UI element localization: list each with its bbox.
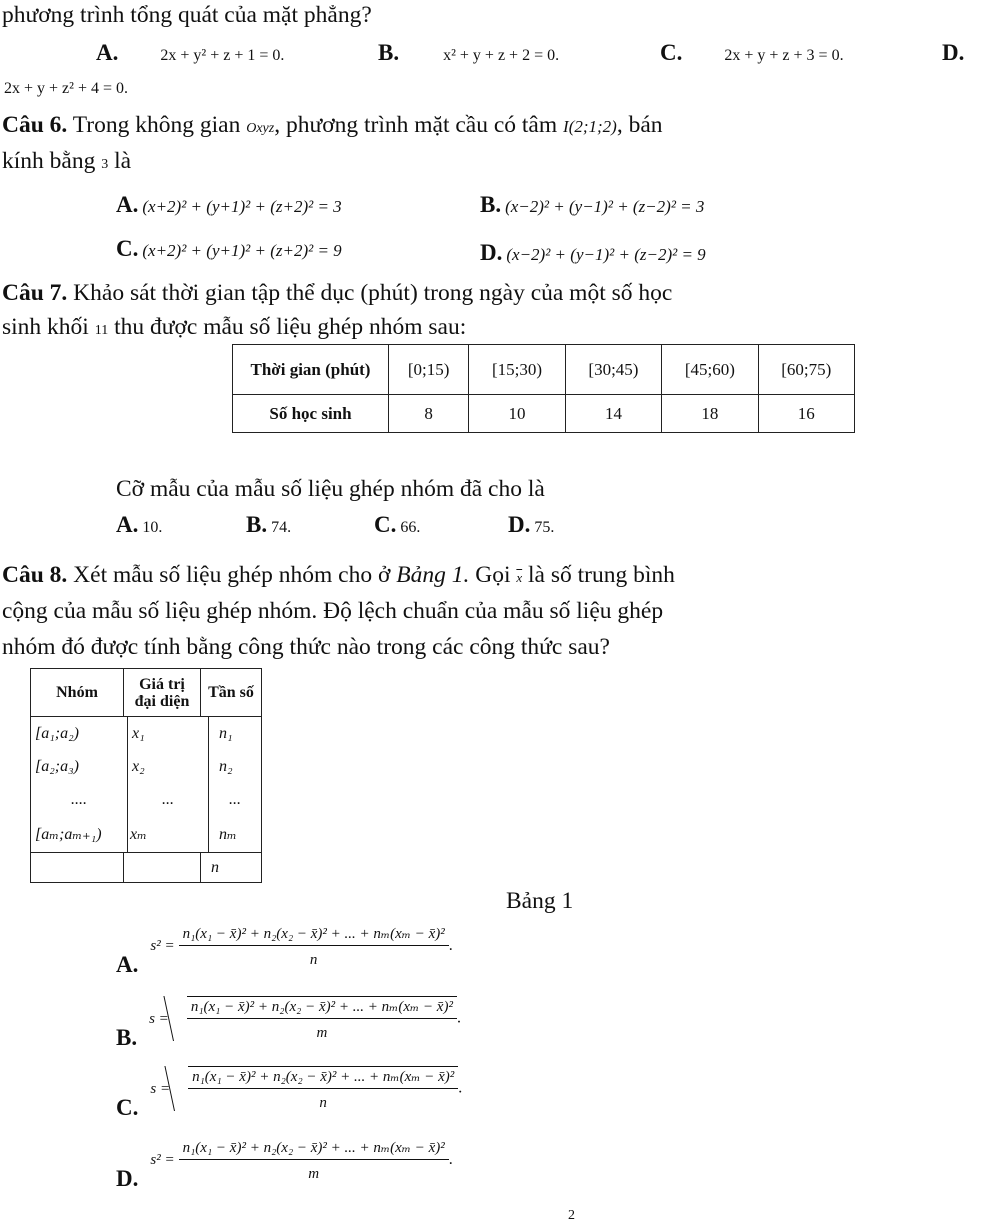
table-cell: n [201,853,262,883]
formula-numerator: n₁(x₁ − x̄)² + n₂(x₂ − x̄)² + ... + nₘ(xₘ − x̄)² [179,1138,449,1160]
table-cell: [a₂;a₃) [31,750,128,783]
table-cell: [aₘ;aₘ₊₁) [31,816,128,852]
q7-count: 14 [565,395,661,433]
q8-line3: nhóm đó được tính bằng công thức nào trong các công thức sau? [2,634,610,660]
q7-line2: sinh khối 11 thu được mẫu số liệu ghép nhóm sau: [2,314,467,340]
q6-option-b: B. (x−2)² + (y−1)² + (z−2)² = 3 [480,192,705,217]
table-cell: x₁ [128,717,209,750]
q8-caption: Bảng 1 [506,888,574,914]
q5-option-d-text: 2x + y + z² + 4 = 0. [4,80,128,97]
q7-option-c: C. 66. [374,512,421,537]
q5-tail: phương trình tổng quát của mặt phẳng? [2,2,372,28]
q7-count: 10 [469,395,565,433]
table-cell [31,853,124,883]
q6-option-c: C. (x+2)² + (y+1)² + (z+2)² = 9 [116,236,342,261]
q6-line2: kính bằng 3 là [2,148,132,174]
q7-interval: [30;45) [565,345,661,395]
table-cell: xₘ [128,816,209,852]
q8-header-group: Nhóm [31,669,124,717]
q8-option-c: C. s = $\frac{\text{n₁(x₁ − x̄)² + n₂(x₂ − x̄)² + ... + nₘ(xₘ − x̄)²}}{n}$ . [116,1066,462,1112]
q8-line2: cộng của mẫu số liệu ghép nhóm. Độ lệch chuẩn của mẫu số liệu ghép [2,598,664,624]
q7-line1: Câu 7. Khảo sát thời gian tập thể dục (phút) trong ngày của một số học [2,280,673,306]
table-cell: nₘ [219,826,237,843]
q7-option-b: B. 74. [246,512,292,537]
q7-question: Cỡ mẫu của mẫu số liệu ghép nhóm đã cho là [116,476,545,502]
q8-header-frequency: Tần số [201,669,262,717]
q7-count: 18 [662,395,758,433]
q7-option-d: D. 75. [508,512,555,537]
q7-count: 8 [389,395,469,433]
q7-interval: [45;60) [662,345,758,395]
formula-denominator: n [309,952,318,968]
q6-option-a: A. (x+2)² + (y+1)² + (z+2)² = 3 [116,192,342,217]
table-cell: x₂ [128,750,209,783]
formula-denominator: m [316,1025,328,1041]
table-cell: ... [128,783,209,816]
q8-line1: Câu 8. Xét mẫu số liệu ghép nhóm cho ở Bảng 1. Gọi $\overline{x}$ là số trung bình [2,562,675,588]
q7-interval: [0;15) [389,345,469,395]
q5-option-c: C. 2x + y + z + 3 = 0. [660,40,844,65]
q7-interval: [15;30) [469,345,565,395]
q8-option-a: A. s² = $\frac{\text{n₁(x₁ − x̄)² + n₂(x₂ − x̄)² + ... + nₘ(xₘ − x̄)²}}{n}$ . [116,926,453,978]
q8-table [30,668,262,883]
table-cell: ... [229,790,241,808]
q8-header-value: Giá trị đại diện [124,669,201,717]
q7-option-a: A. 10. [116,512,163,537]
formula-numerator: n₁(x₁ − x̄)² + n₂(x₂ − x̄)² + ... + nₘ(xₘ − x̄)² [179,924,449,946]
q7-interval: [60;75) [758,345,854,395]
q5-option-b: B. x² + y + z + 2 = 0. [378,40,560,65]
q5-option-a: A. 2x + y² + z + 1 = 0. [96,40,285,65]
q8-option-b: B. s = $\frac{\text{n₁(x₁ − x̄)² + n₂(x₂ − x̄)² + ... + nₘ(xₘ − x̄)²}}{m}$ . [116,996,461,1042]
table-cell [124,853,201,883]
q7-count: 16 [758,395,854,433]
table-cell: n₁ [219,724,233,742]
formula-numerator: n₁(x₁ − x̄)² + n₂(x₂ − x̄)² + ... + nₘ(xₘ − x̄)² [187,997,457,1019]
formula-numerator: n₁(x₁ − x̄)² + n₂(x₂ − x̄)² + ... + nₘ(xₘ − x̄)² [188,1067,458,1089]
q5-option-d-label: D. [942,40,965,65]
q8-option-d: D. s² = $\frac{\text{n₁(x₁ − x̄)² + n₂(x₂ − x̄)² + ... + nₘ(xₘ − x̄)²}}{m}$ . [116,1140,453,1192]
formula-denominator: n [319,1095,327,1111]
q6-option-d: D. (x−2)² + (y−1)² + (z−2)² = 9 [480,240,706,265]
table-cell: n₂ [219,757,233,775]
q6-line1: Câu 6. Trong không gian Oxyz, phương trình mặt cầu có tâm I(2;1;2), bán [2,112,663,138]
table-cell: .... [31,783,128,816]
table-cell: [a₁;a₂) [31,717,128,750]
formula-denominator: m [308,1166,320,1182]
q7-table [232,344,855,433]
q7-row1-header: Thời gian (phút) [233,345,389,395]
q8-table-body [31,717,262,853]
page-number: 2 [568,1208,575,1223]
q7-row2-header: Số học sinh [233,395,389,433]
